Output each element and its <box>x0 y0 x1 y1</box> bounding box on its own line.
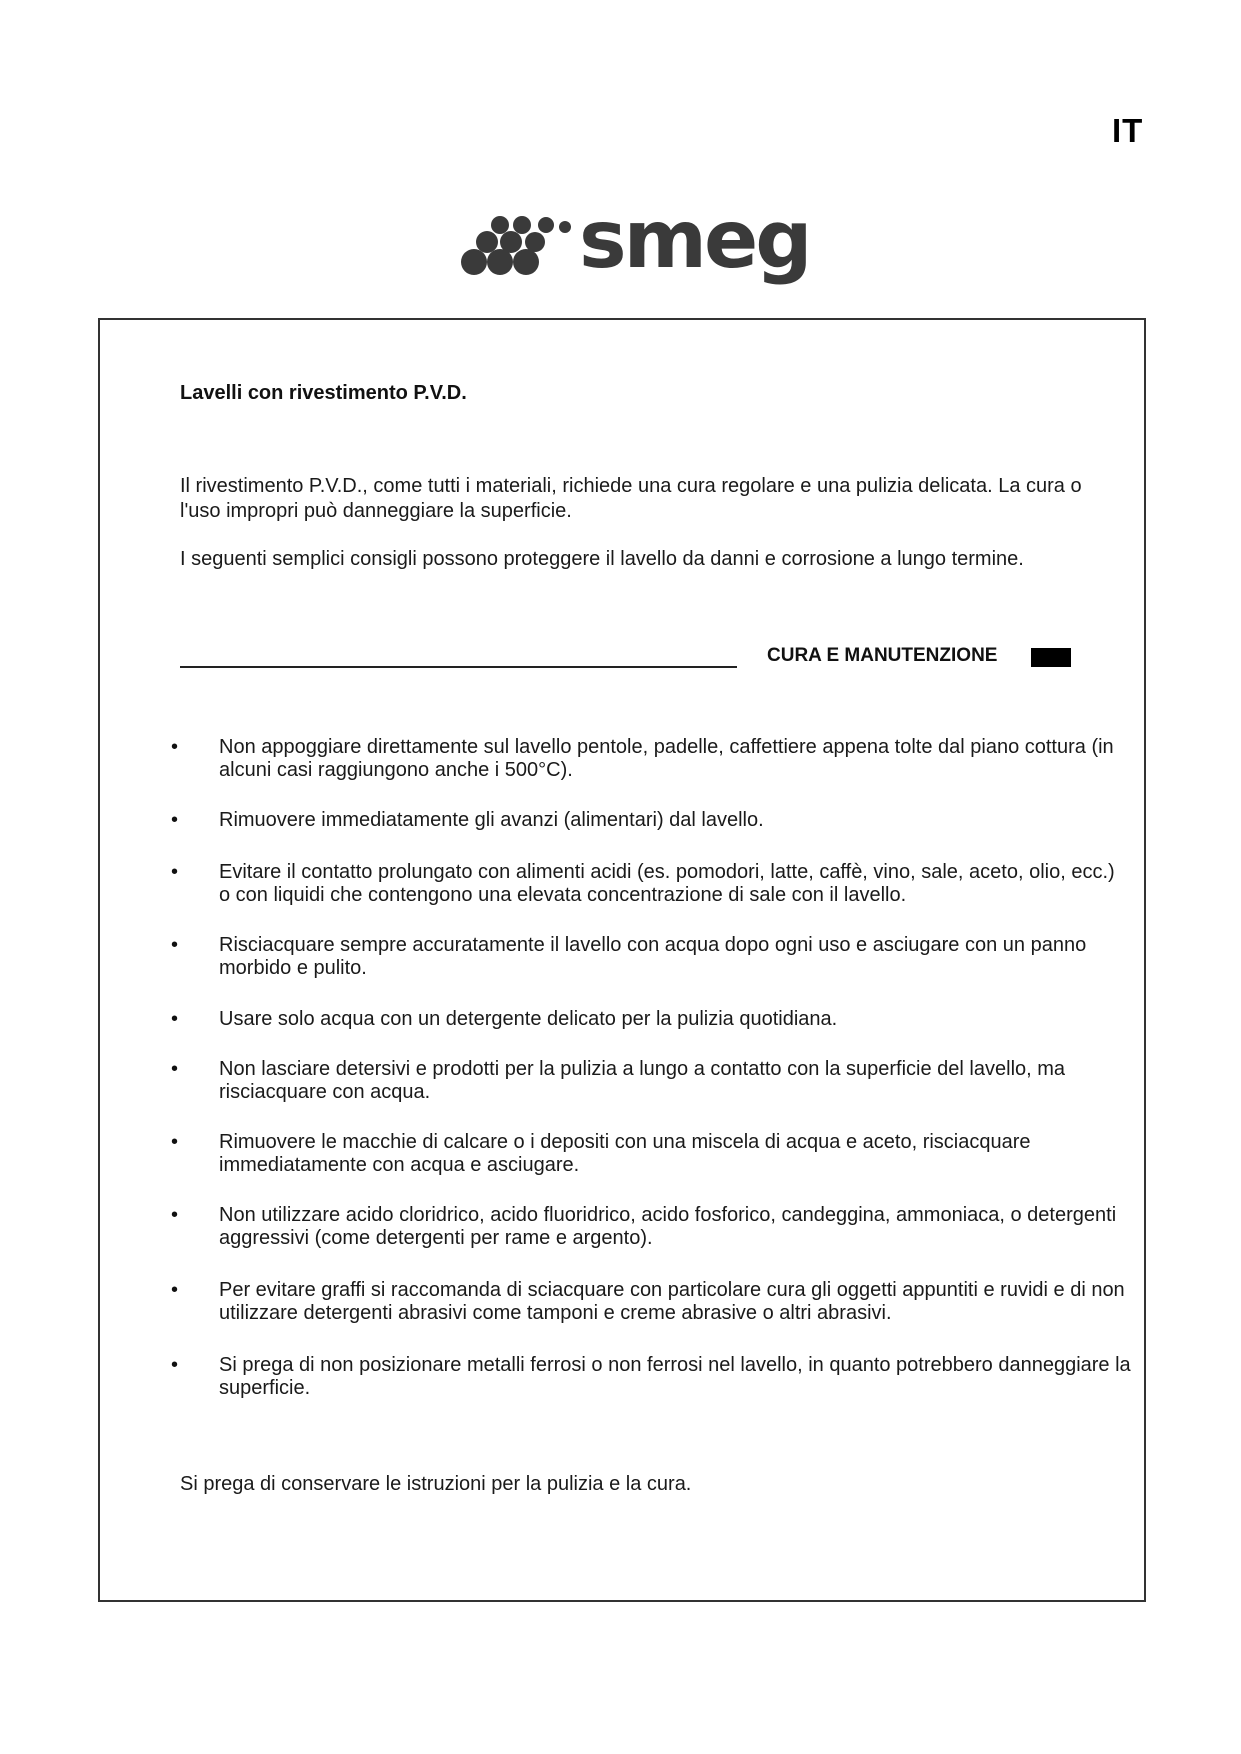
language-code: IT <box>1112 112 1144 149</box>
list-item: • Rimuovere immediatamente gli avanzi (alimentari) dal lavello. <box>219 809 1131 832</box>
list-item: • Usare solo acqua con un detergente delicato per la pulizia quotidiana. <box>219 1008 1131 1031</box>
list-item: • Risciacquare sempre accuratamente il lavello con acqua dopo ogni uso e asciugare con un panno morbido e pulito. <box>219 934 1131 980</box>
closing-note: Si prega di conservare le istruzioni per la pulizia e la cura. <box>180 1473 692 1495</box>
list-item: • Non utilizzare acido cloridrico, acido fluoridrico, acido fosforico, candeggina, ammoniaca, o detergenti aggressivi (come detergenti per rame e argento). <box>219 1204 1131 1250</box>
list-item: • Non lasciare detersivi e prodotti per la pulizia a lungo a contatto con la superficie del lavello, ma risciacquare con acqua. <box>219 1058 1131 1104</box>
intro-paragraph-secondary: I seguenti semplici consigli possono proteggere il lavello da danni e corrosione a lungo termine. <box>180 548 1024 570</box>
list-item: • Rimuovere le macchie di calcare o i depositi con una miscela di acqua e aceto, risciacquare immediatamente con acqua e asciugare. <box>219 1131 1131 1177</box>
document-title: Lavelli con rivestimento P.V.D. <box>180 382 467 404</box>
list-item: • Per evitare graffi si raccomanda di sciacquare con particolare cura gli oggetti appuntiti e ruvidi e di non utilizzare detergenti abrasivi come tamponi e creme abrasive o altri abrasivi. <box>219 1279 1131 1325</box>
list-item: • Evitare il contatto prolungato con alimenti acidi (es. pomodori, latte, caffè, vino, sale, aceto, olio, ecc.) o con liquidi che contengono una elevata concentrazione di sale con il lavello. <box>219 861 1131 907</box>
section-title: CURA E MANUTENZIONE <box>767 645 998 666</box>
list-item: • Si prega di non posizionare metalli ferrosi o non ferrosi nel lavello, in quanto potrebbero danneggiare la superficie. <box>219 1354 1131 1400</box>
intro-paragraph: Il rivestimento P.V.D., come tutti i materiali, richiede una cura regolare e una pulizia delicata. La cura o l'uso impropri può danneggiare la superficie. <box>180 475 1082 522</box>
list-item: • Non appoggiare direttamente sul lavello pentole, padelle, caffettiere appena tolte dal piano cottura (in alcuni casi raggiungono anche i 500°C). <box>219 736 1131 782</box>
brand-wordmark: smeg <box>579 193 810 286</box>
